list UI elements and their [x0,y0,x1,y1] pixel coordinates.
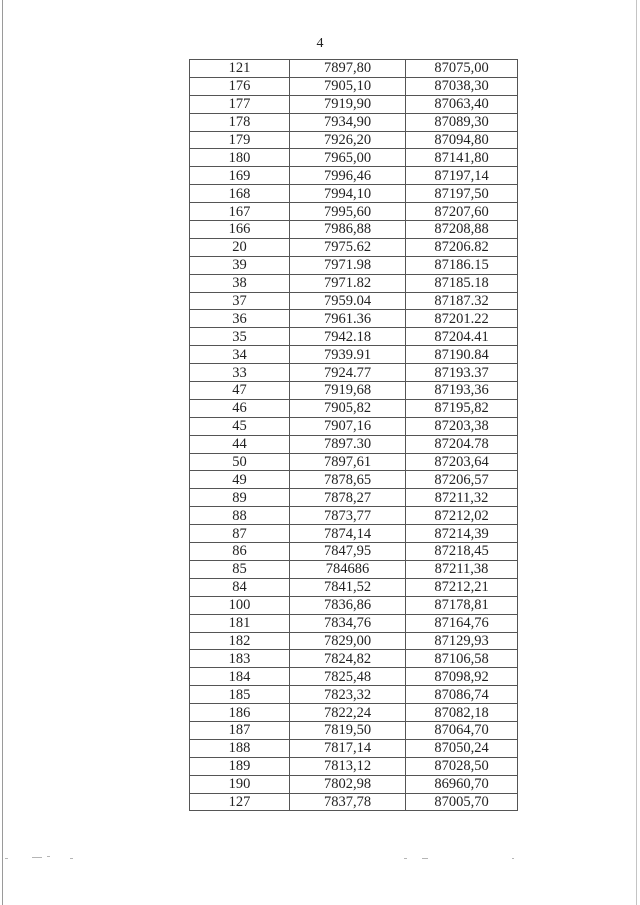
table-row [190,507,518,525]
point-number-cell: 35 [190,328,290,346]
point-number-cell: 85 [190,560,290,578]
point-number-cell: 121 [190,60,290,78]
table-row [190,543,518,561]
y-coordinate-cell: 87186.15 [406,256,518,274]
y-coordinate-cell: 87206.82 [406,238,518,256]
x-coordinate-cell: 7837,78 [290,793,406,811]
y-coordinate-cell: 87201.22 [406,310,518,328]
scan-speck [422,858,428,859]
y-coordinate-cell: 86960,70 [406,775,518,793]
y-coordinate-cell: 87129,93 [406,632,518,650]
y-coordinate-cell: 87203,64 [406,453,518,471]
x-coordinate-cell: 7878,27 [290,489,406,507]
table-row [190,686,518,704]
table-row [190,417,518,435]
x-coordinate-cell: 7813,12 [290,757,406,775]
y-coordinate-cell: 87197,14 [406,167,518,185]
x-coordinate-cell: 7994,10 [290,185,406,203]
point-number-cell: 44 [190,435,290,453]
table-row [190,95,518,113]
scan-speck [70,858,73,859]
point-number-cell: 186 [190,704,290,722]
coordinates-table [189,59,518,811]
y-coordinate-cell: 87064,70 [406,721,518,739]
point-number-cell: 181 [190,614,290,632]
y-coordinate-cell: 87094,80 [406,131,518,149]
x-coordinate-cell: 7878,65 [290,471,406,489]
x-coordinate-cell: 7874,14 [290,525,406,543]
page-number: 4 [316,36,324,51]
table-row [190,525,518,543]
point-number-cell: 169 [190,167,290,185]
x-coordinate-cell: 7819,50 [290,721,406,739]
table-row [190,238,518,256]
x-coordinate-cell: 7873,77 [290,507,406,525]
point-number-cell: 88 [190,507,290,525]
point-number-cell: 37 [190,292,290,310]
x-coordinate-cell: 7939.91 [290,346,406,364]
table-row [190,721,518,739]
point-number-cell: 166 [190,221,290,239]
x-coordinate-cell: 7817,14 [290,739,406,757]
y-coordinate-cell: 87075,00 [406,60,518,78]
point-number-cell: 87 [190,525,290,543]
table-row [190,60,518,78]
y-coordinate-cell: 87211,32 [406,489,518,507]
point-number-cell: 38 [190,274,290,292]
table-row [190,399,518,417]
point-number-cell: 182 [190,632,290,650]
point-number-cell: 20 [190,238,290,256]
table-row [190,489,518,507]
x-coordinate-cell: 7905,10 [290,77,406,95]
point-number-cell: 189 [190,757,290,775]
x-coordinate-cell: 7971.82 [290,274,406,292]
y-coordinate-cell: 87212,02 [406,507,518,525]
x-coordinate-cell: 7824,82 [290,650,406,668]
point-number-cell: 180 [190,149,290,167]
point-number-cell: 86 [190,543,290,561]
table-row [190,650,518,668]
table-row [190,793,518,811]
y-coordinate-cell: 87028,50 [406,757,518,775]
point-number-cell: 190 [190,775,290,793]
scan-speck [47,856,50,857]
table-row [190,364,518,382]
table-row [190,256,518,274]
point-number-cell: 187 [190,721,290,739]
y-coordinate-cell: 87208,88 [406,221,518,239]
y-coordinate-cell: 87185.18 [406,274,518,292]
x-coordinate-cell: 7975.62 [290,238,406,256]
x-coordinate-cell: 7834,76 [290,614,406,632]
table-row [190,578,518,596]
point-number-cell: 185 [190,686,290,704]
y-coordinate-cell: 87063,40 [406,95,518,113]
table-row [190,775,518,793]
y-coordinate-cell: 87187.32 [406,292,518,310]
point-number-cell: 46 [190,399,290,417]
table-row [190,292,518,310]
point-number-cell: 178 [190,113,290,131]
y-coordinate-cell: 87203,38 [406,417,518,435]
table-row [190,739,518,757]
table-row [190,185,518,203]
y-coordinate-cell: 87178,81 [406,596,518,614]
x-coordinate-cell: 7995,60 [290,203,406,221]
table-row [190,560,518,578]
point-number-cell: 84 [190,578,290,596]
point-number-cell: 33 [190,364,290,382]
scan-speck [5,858,8,859]
scan-right-edge [636,0,637,905]
x-coordinate-cell: 7961.36 [290,310,406,328]
x-coordinate-cell: 7825,48 [290,668,406,686]
y-coordinate-cell: 87082,18 [406,704,518,722]
y-coordinate-cell: 87164,76 [406,614,518,632]
table-row [190,614,518,632]
point-number-cell: 167 [190,203,290,221]
scan-speck [512,858,514,859]
y-coordinate-cell: 87214,39 [406,525,518,543]
x-coordinate-cell: 7971.98 [290,256,406,274]
y-coordinate-cell: 87005,70 [406,793,518,811]
y-coordinate-cell: 87098,92 [406,668,518,686]
x-coordinate-cell: 7996,46 [290,167,406,185]
scan-speck [404,858,407,859]
point-number-cell: 45 [190,417,290,435]
point-number-cell: 184 [190,668,290,686]
point-number-cell: 49 [190,471,290,489]
x-coordinate-cell: 7829,00 [290,632,406,650]
point-number-cell: 39 [190,256,290,274]
x-coordinate-cell: 7907,16 [290,417,406,435]
y-coordinate-cell: 87195,82 [406,399,518,417]
table-row [190,668,518,686]
table-row [190,704,518,722]
point-number-cell: 183 [190,650,290,668]
table-row [190,757,518,775]
point-number-cell: 176 [190,77,290,95]
x-coordinate-cell: 7836,86 [290,596,406,614]
table-row [190,346,518,364]
x-coordinate-cell: 7847,95 [290,543,406,561]
x-coordinate-cell: 7897,80 [290,60,406,78]
x-coordinate-cell: 7897.30 [290,435,406,453]
y-coordinate-cell: 87190.84 [406,346,518,364]
table-row [190,167,518,185]
x-coordinate-cell: 7919,68 [290,382,406,400]
point-number-cell: 188 [190,739,290,757]
x-coordinate-cell: 7823,32 [290,686,406,704]
table-row [190,382,518,400]
x-coordinate-cell: 7986,88 [290,221,406,239]
point-number-cell: 36 [190,310,290,328]
table-row [190,149,518,167]
x-coordinate-cell: 7802,98 [290,775,406,793]
table-row [190,596,518,614]
y-coordinate-cell: 87212,21 [406,578,518,596]
y-coordinate-cell: 87218,45 [406,543,518,561]
y-coordinate-cell: 87211,38 [406,560,518,578]
x-coordinate-cell: 7905,82 [290,399,406,417]
y-coordinate-cell: 87204.78 [406,435,518,453]
x-coordinate-cell: 7965,00 [290,149,406,167]
table-row [190,77,518,95]
point-number-cell: 47 [190,382,290,400]
table-row [190,328,518,346]
x-coordinate-cell: 7959.04 [290,292,406,310]
point-number-cell: 100 [190,596,290,614]
x-coordinate-cell: 7924.77 [290,364,406,382]
table-row [190,310,518,328]
coordinates-table-body [190,60,518,811]
y-coordinate-cell: 87050,24 [406,739,518,757]
table-row [190,221,518,239]
table-row [190,203,518,221]
table-row [190,453,518,471]
point-number-cell: 168 [190,185,290,203]
point-number-cell: 89 [190,489,290,507]
x-coordinate-cell: 7841,52 [290,578,406,596]
table-row [190,131,518,149]
point-number-cell: 177 [190,95,290,113]
x-coordinate-cell: 7822,24 [290,704,406,722]
scan-speck [32,857,42,858]
table-row [190,435,518,453]
x-coordinate-cell: 7926,20 [290,131,406,149]
table-row [190,113,518,131]
y-coordinate-cell: 87207,60 [406,203,518,221]
y-coordinate-cell: 87038,30 [406,77,518,95]
scan-left-edge [2,0,3,905]
y-coordinate-cell: 87089,30 [406,113,518,131]
y-coordinate-cell: 87141,80 [406,149,518,167]
table-row [190,274,518,292]
x-coordinate-cell: 7919,90 [290,95,406,113]
y-coordinate-cell: 87197,50 [406,185,518,203]
y-coordinate-cell: 87106,58 [406,650,518,668]
y-coordinate-cell: 87204.41 [406,328,518,346]
table-row [190,471,518,489]
x-coordinate-cell: 7942.18 [290,328,406,346]
y-coordinate-cell: 87086,74 [406,686,518,704]
x-coordinate-cell: 7897,61 [290,453,406,471]
y-coordinate-cell: 87193,36 [406,382,518,400]
point-number-cell: 34 [190,346,290,364]
y-coordinate-cell: 87206,57 [406,471,518,489]
x-coordinate-cell: 784686 [290,560,406,578]
table-row [190,632,518,650]
point-number-cell: 127 [190,793,290,811]
y-coordinate-cell: 87193.37 [406,364,518,382]
point-number-cell: 179 [190,131,290,149]
x-coordinate-cell: 7934,90 [290,113,406,131]
point-number-cell: 50 [190,453,290,471]
